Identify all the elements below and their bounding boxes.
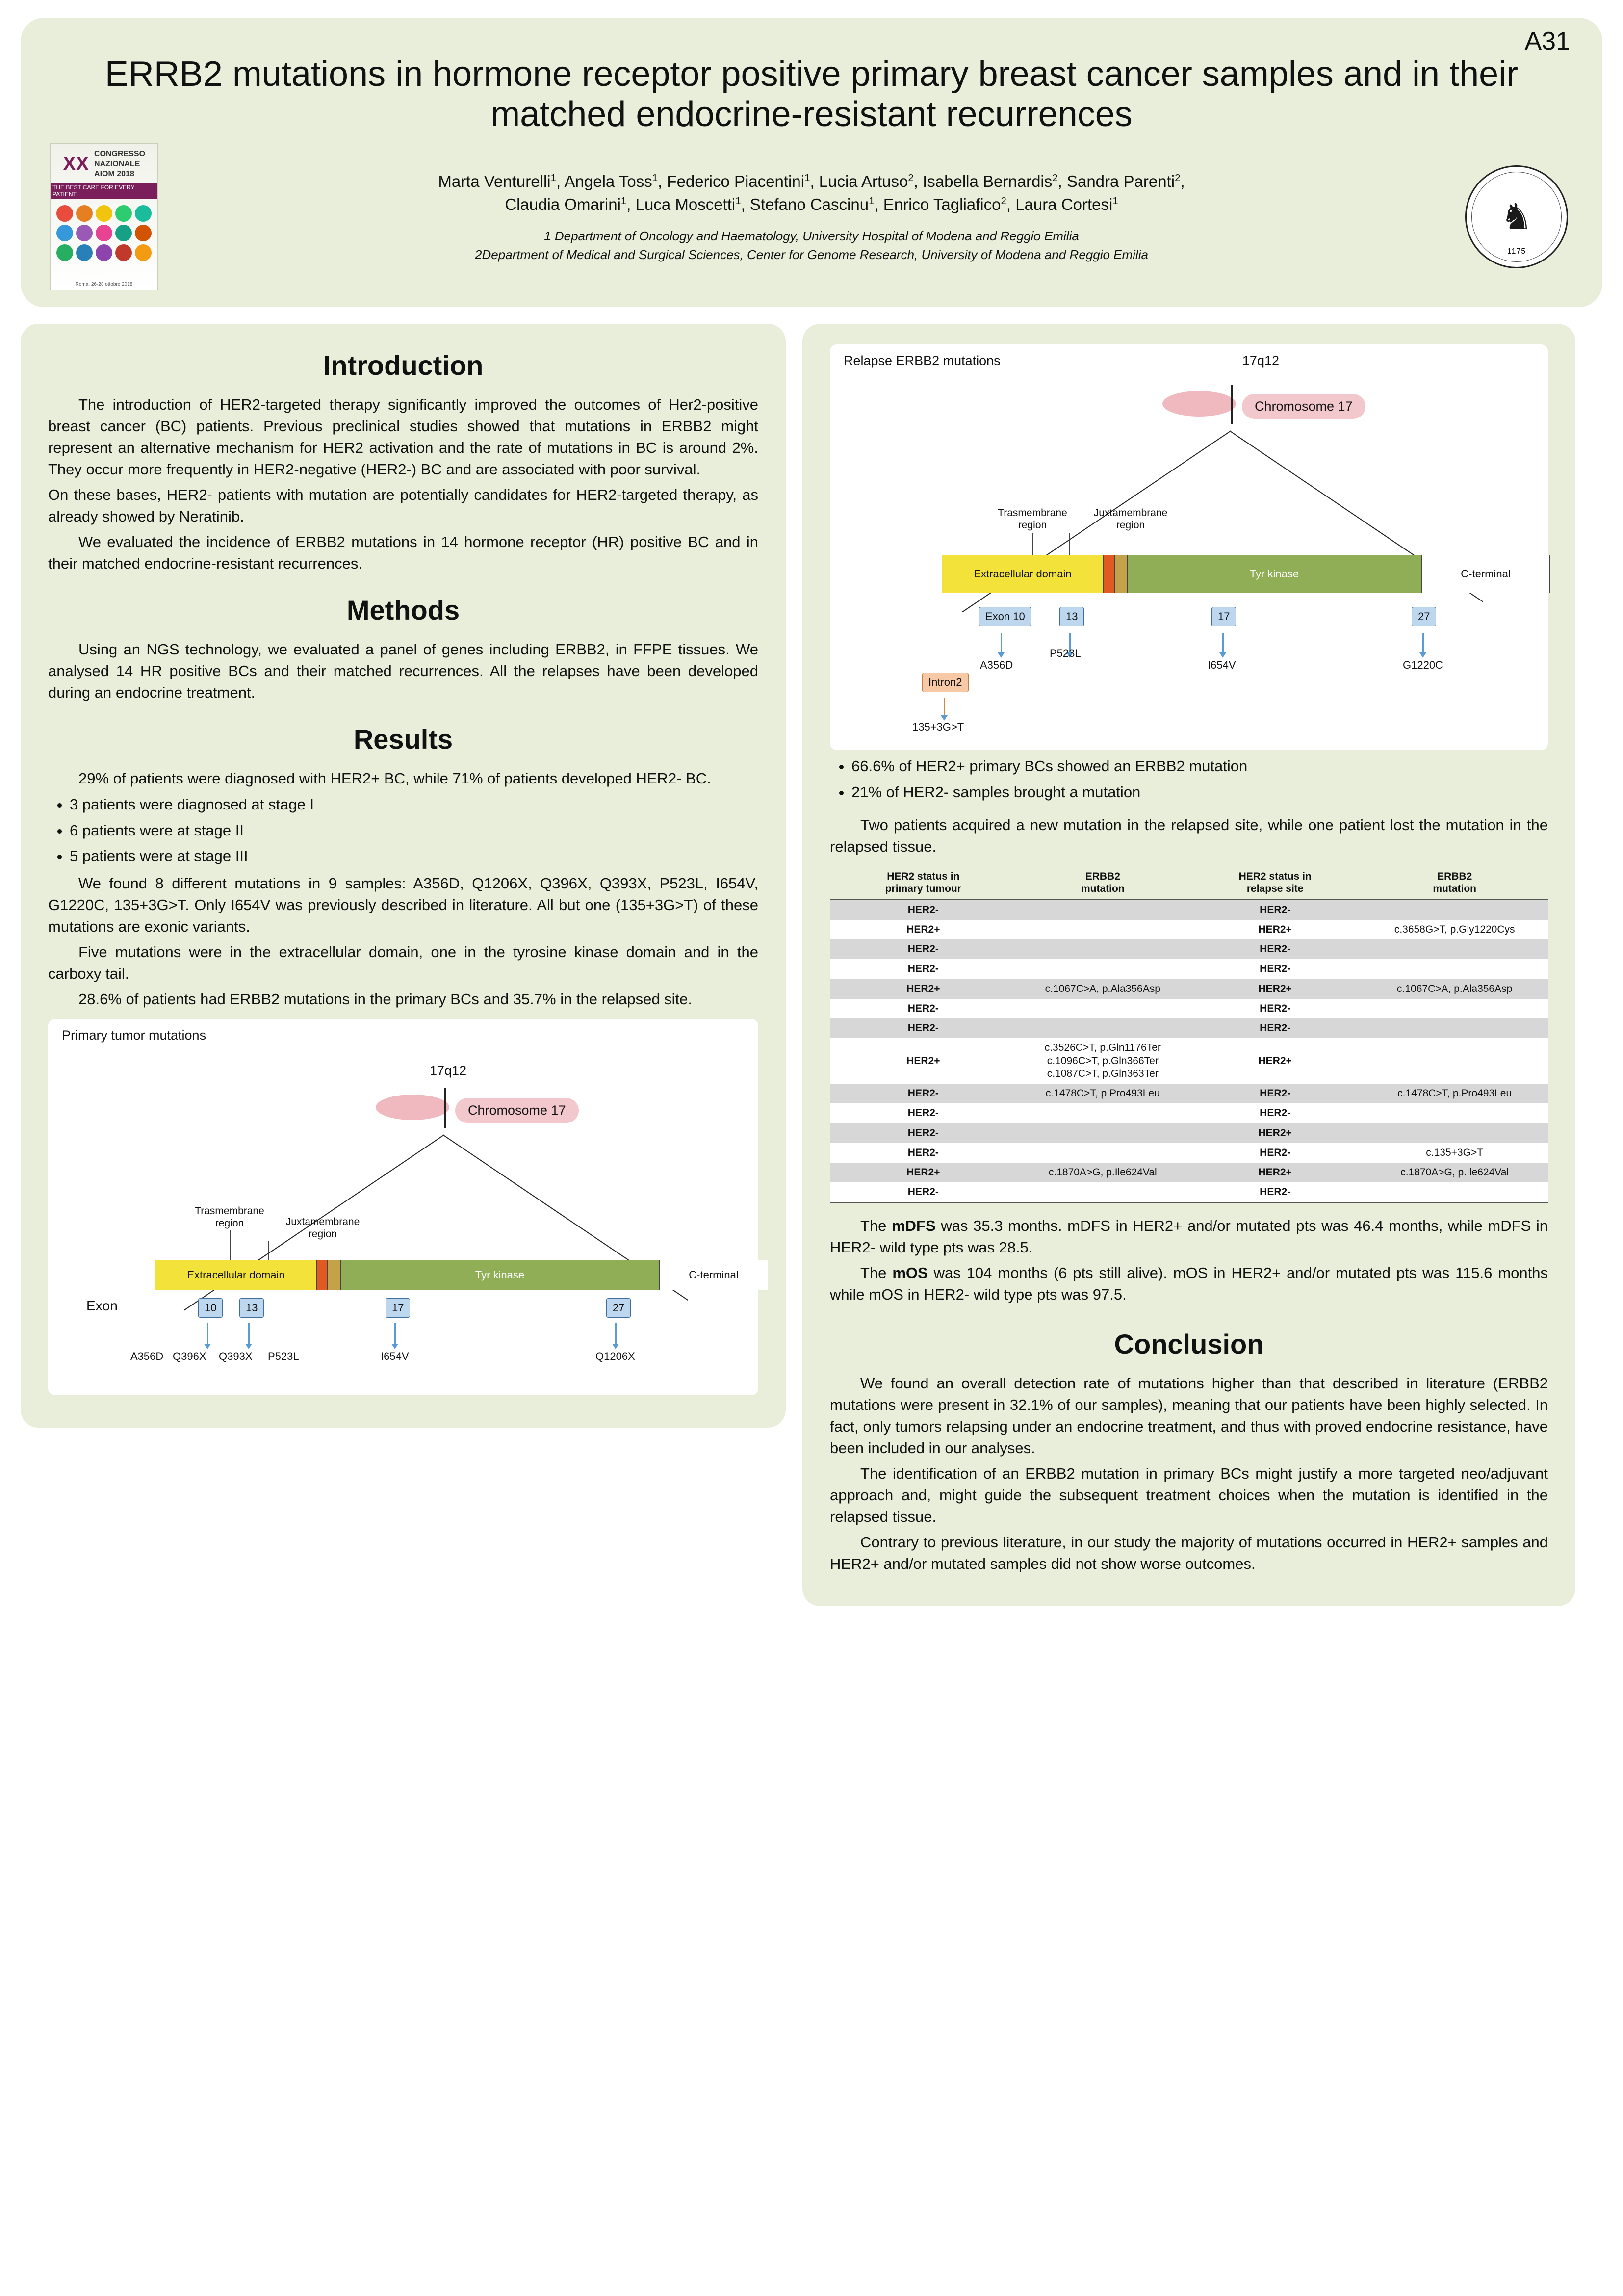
- mutation-label-i654v: I654V: [381, 1350, 409, 1362]
- cell-relapse-mutation: c.135+3G>T: [1361, 1143, 1548, 1163]
- cell-primary-mutation: [1017, 920, 1189, 939]
- section-heading-introduction: Introduction: [323, 350, 484, 381]
- mutation-label-a356d: A356D: [130, 1350, 164, 1362]
- exon27-arrow-icon: [1422, 633, 1424, 653]
- mos-paragraph: The mOS was 104 months (6 pts still alive). mOS in HER2+ and/or mutated pts was 115.6 months while mOS in HER2- wild type pts was 97.5.: [830, 1264, 1548, 1303]
- cell-primary-status: HER2-: [830, 1143, 1017, 1163]
- logo-xx-text: XX: [62, 153, 89, 175]
- table-row: [830, 1103, 1548, 1123]
- tm-pointer-line: [1032, 533, 1033, 555]
- cell-primary-status: HER2-: [830, 1018, 1017, 1038]
- cell-primary-status: HER2-: [830, 1123, 1017, 1143]
- cell-relapse-status: HER2-: [1189, 959, 1361, 979]
- mutation-status-table: [830, 866, 1548, 1203]
- list-item: • 21% of HER2- samples brought a mutation: [851, 781, 1548, 804]
- cell-relapse-status: HER2+: [1189, 1163, 1361, 1182]
- domain-tyr-kinase: Tyr kinase: [1127, 555, 1421, 593]
- cell-primary-status: HER2-: [830, 999, 1017, 1018]
- cell-primary-mutation: c.1067C>A, p.Ala356Asp: [1017, 979, 1189, 999]
- cell-relapse-mutation: [1361, 999, 1548, 1018]
- jm-pointer-line: [1069, 533, 1070, 555]
- figure-relapse-locus: 17q12: [1242, 353, 1279, 368]
- mutation-label-q1206x: Q1206X: [595, 1350, 635, 1362]
- cell-primary-mutation: [1017, 1143, 1189, 1163]
- cell-relapse-mutation: c.3658G>T, p.Gly1220Cys: [1361, 920, 1548, 939]
- exon-box-17: 17: [1211, 607, 1236, 626]
- juxtamembrane-region-label: Juxtamembrane region: [285, 1216, 360, 1240]
- cell-relapse-status: HER2-: [1189, 1182, 1361, 1202]
- table-row: [830, 1143, 1548, 1163]
- table-row: [830, 939, 1548, 959]
- domain-extracellular: Extracellular domain: [155, 1260, 317, 1290]
- cell-primary-status: HER2+: [830, 1038, 1017, 1084]
- mutation-label-p523l: P523L: [1050, 647, 1081, 660]
- table-row: [830, 1182, 1548, 1202]
- transmembrane-region-label: Trasmembrane region: [998, 507, 1067, 531]
- cell-relapse-mutation: [1361, 959, 1548, 979]
- cell-relapse-mutation: [1361, 1018, 1548, 1038]
- cell-primary-mutation: c.3526C>T, p.Gln1176Ter c.1096C>T, p.Gln366Ter c.1087C>T, p.Gln363Ter: [1017, 1038, 1189, 1084]
- figure-primary-canvas: [57, 1043, 749, 1386]
- cell-relapse-mutation: c.1478C>T, p.Pro493Leu: [1361, 1084, 1548, 1103]
- results-paragraph-2: We found 8 different mutations in 9 samples: A356D, Q1206X, Q396X, Q393X, P523L, I654V, G1220C, 135+3G>T. Only I654V was previously described in literature. All but one (135+3G>T) of these mutations are exonic variants.: [48, 874, 758, 935]
- right-column-panel: [802, 324, 1575, 1606]
- table-body: [830, 900, 1548, 1203]
- cell-primary-status: HER2-: [830, 1182, 1017, 1202]
- exon-box-17: 17: [386, 1298, 410, 1318]
- logo-tagline: THE BEST CARE FOR EVERY PATIENT: [51, 183, 157, 199]
- exon-box-13: 13: [1059, 607, 1084, 626]
- cell-primary-status: HER2+: [830, 920, 1017, 939]
- domain-tyr-kinase: Tyr kinase: [340, 1260, 659, 1290]
- acquired-mutation-paragraph: Two patients acquired a new mutation in the relapsed site, while one patient lost the mutation in the relapsed tissue.: [830, 816, 1548, 856]
- cell-primary-status: HER2-: [830, 900, 1017, 920]
- table-row: [830, 920, 1548, 939]
- aiom-congress-logo: [50, 143, 158, 290]
- table-row: [830, 979, 1548, 999]
- figure-relapse-caption: Relapse ERBB2 mutations: [844, 353, 1001, 368]
- mos-text: was 104 months (6 pts still alive). mOS in HER2+ and/or mutated pts was 115.6 months while mOS in HER2- wild type pts was 97.5.: [830, 1264, 1548, 1303]
- cell-primary-status: HER2-: [830, 1084, 1017, 1103]
- column-header-primary-status: HER2 status in primary tumour: [830, 866, 1017, 899]
- domain-c-terminal: C-terminal: [1421, 555, 1550, 593]
- left-column-panel: [21, 324, 786, 1428]
- figure-primary-caption: Primary tumor mutations: [62, 1027, 206, 1043]
- figure-relapse-canvas: [839, 368, 1539, 741]
- cell-relapse-mutation: c.1067C>A, p.Ala356Asp: [1361, 979, 1548, 999]
- exon-box-10: Exon 10: [979, 607, 1031, 626]
- cell-primary-mutation: c.1870A>G, p.Ile624Val: [1017, 1163, 1189, 1182]
- exon-box-27: 27: [1412, 607, 1436, 626]
- horse-icon: ♞: [1500, 196, 1533, 237]
- cell-relapse-status: HER2+: [1189, 1038, 1361, 1084]
- logo-dot-grid: [51, 205, 157, 261]
- affiliation-1: 1 Department of Oncology and Haematology, University Hospital of Modena and Reggio Emilia: [544, 229, 1079, 244]
- cell-primary-status: HER2-: [830, 959, 1017, 979]
- section-heading-conclusion: Conclusion: [1114, 1328, 1264, 1359]
- intron2-box: Intron2: [922, 673, 969, 692]
- domain-juxtamembrane: [328, 1260, 340, 1290]
- cell-primary-mutation: [1017, 900, 1189, 920]
- exon-box-27: 27: [606, 1298, 631, 1318]
- cell-primary-mutation: [1017, 1182, 1189, 1202]
- chromosome-17-label: Chromosome 17: [455, 1098, 579, 1123]
- conclusion-paragraph-1: We found an overall detection rate of mutations higher than that described in literature (ERBB2 mutations were present in 32.1% of our samples), meaning that our patients have been highly selected. In fact, only tumors relapsing under an endocrine treatment, and thus with proved endocrine resistance, have been included in our analyses.: [830, 1374, 1548, 1457]
- exon27-arrow-icon: [615, 1323, 617, 1344]
- header-body: [50, 143, 1573, 290]
- list-item: • 3 patients were diagnosed at stage I: [70, 793, 758, 816]
- chromosome-centromere-line: [1231, 385, 1233, 424]
- transmembrane-region-label: Trasmembrane region: [195, 1205, 264, 1229]
- figure-relapse-mutations: [830, 344, 1548, 750]
- cell-primary-mutation: [1017, 939, 1189, 959]
- cell-relapse-status: HER2-: [1189, 1018, 1361, 1038]
- exon10-arrow-icon: [207, 1323, 208, 1344]
- conclusion-paragraph-2: The identification of an ERBB2 mutation in primary BCs might justify a more targeted neo/adjuvant approach and, might guide the subsequent treatment choices when the mutation is identified in the relapsed tissue.: [830, 1464, 1548, 1525]
- cell-relapse-mutation: [1361, 900, 1548, 920]
- mutation-label-p523l: P523L: [268, 1350, 299, 1362]
- section-heading-methods: Methods: [346, 595, 460, 626]
- column-header-relapse-mutation: ERBB2 mutation: [1361, 866, 1548, 899]
- mutation-label-g1220c: G1220C: [1403, 659, 1443, 672]
- column-header-relapse-status: HER2 status in relapse site: [1189, 866, 1361, 899]
- authors-line-1: Marta Venturelli$^1$, Angela Toss$^1$, Federico Piacentini$^1$, Lucia Artuso$^2$, Isabella Bernardis$^2$, Sandra Parenti$^2$,: [438, 172, 1185, 190]
- exon17-arrow-icon: [394, 1323, 396, 1344]
- cell-primary-mutation: c.1478C>T, p.Pro493Leu: [1017, 1084, 1189, 1103]
- authors-line-2: Claudia Omarini$^1$, Luca Moscetti$^1$, Stefano Cascinu$^1$, Enrico Tagliafico$^2$, Laura Cortesi$^1$: [505, 195, 1118, 214]
- chromosome-centromere-line: [444, 1088, 446, 1128]
- poster-header: [21, 18, 1602, 307]
- mdfs-label: mDFS: [892, 1217, 936, 1234]
- results-paragraph-3: Five mutations were in the extracellular domain, one in the tyrosine kinase domain and in the carboxy tail.: [48, 943, 758, 982]
- list-item: • 5 patients were at stage III: [70, 845, 758, 868]
- cell-relapse-mutation: c.1870A>G, p.Ile624Val: [1361, 1163, 1548, 1182]
- exon-box-13: 13: [239, 1298, 264, 1318]
- jm-pointer-line: [268, 1241, 269, 1260]
- logo-nazionale-text: NAZIONALE: [94, 159, 140, 168]
- cell-relapse-mutation: [1361, 1038, 1548, 1084]
- cell-primary-mutation: [1017, 999, 1189, 1018]
- tm-pointer-line: [230, 1230, 231, 1260]
- cell-relapse-mutation: [1361, 1182, 1548, 1202]
- unimore-seal-logo: [1465, 165, 1568, 268]
- cell-primary-mutation: [1017, 1018, 1189, 1038]
- mutation-label-a356d: A356D: [980, 659, 1013, 672]
- table-row: [830, 1038, 1548, 1084]
- affiliation-2: 2Department of Medical and Surgical Sciences, Center for Genome Research, University of Modena and Reggio Emilia: [475, 247, 1148, 262]
- domain-transmembrane: [317, 1260, 328, 1290]
- table-row: [830, 959, 1548, 979]
- cell-relapse-status: HER2+: [1189, 1123, 1361, 1143]
- cell-relapse-status: HER2-: [1189, 999, 1361, 1018]
- section-heading-results: Results: [353, 724, 453, 755]
- logo-congresso-text: CONGRESSO: [94, 150, 146, 158]
- list-item: • 6 patients were at stage II: [70, 819, 758, 842]
- cell-primary-mutation: [1017, 959, 1189, 979]
- conclusion-paragraph-3: Contrary to previous literature, in our study the majority of mutations occurred in HER2+ samples and HER2+ and/or mutated samples did not show worse outcomes.: [830, 1533, 1548, 1572]
- table-row: [830, 900, 1548, 920]
- logo-footer-text: Roma, 26-28 ottobre 2018: [75, 282, 133, 287]
- cell-relapse-mutation: [1361, 939, 1548, 959]
- mutation-label-q393x: Q393X: [219, 1350, 253, 1362]
- chromosome-shape-icon: [1162, 391, 1236, 417]
- figure-relapse-header: [839, 351, 1539, 368]
- poster-columns: [21, 324, 1602, 1606]
- cell-primary-status: HER2-: [830, 1103, 1017, 1123]
- cell-primary-mutation: [1017, 1103, 1189, 1123]
- introduction-paragraph-2: On these bases, HER2- patients with mutation are potentially candidates for HER2-targeted therapy, as already showed by Neratinib.: [48, 486, 758, 525]
- protein-domain-bar: [942, 555, 1550, 593]
- results-paragraph-4: 28.6% of patients had ERBB2 mutations in the primary BCs and 35.7% in the relapsed site.: [78, 990, 693, 1008]
- methods-paragraph-1: Using an NGS technology, we evaluated a panel of genes including ERBB2, in FFPE tissues. We analysed 14 HR positive BCs and their matched recurrences. All the relapses have been developed during an endocrine treatment.: [48, 641, 758, 702]
- table-row: [830, 1123, 1548, 1143]
- relapse-bullet-list: [830, 755, 1548, 804]
- domain-juxtamembrane: [1114, 555, 1127, 593]
- introduction-paragraph-1: The introduction of HER2-targeted therapy significantly improved the outcomes of Her2-positive breast cancer (BC) patients. Previous preclinical studies showed that mutations in ERBB2 might represent an alternative mechanism for HER2 activation and the rate of mutations in BC is around 2%. They occur more frequently in HER2-negative (HER2-) BC and are associated with poor survival.: [48, 396, 758, 478]
- mdfs-text: was 35.3 months. mDFS in HER2+ and/or mutated pts was 46.4 months, while mDFS in HER2- wild type pts was 28.5.: [830, 1217, 1548, 1256]
- seal-year: 1175: [1507, 247, 1526, 256]
- mutation-label-i654v: I654V: [1208, 659, 1236, 672]
- mos-label: mOS: [892, 1264, 928, 1281]
- column-header-primary-mutation: ERBB2 mutation: [1017, 866, 1189, 899]
- cell-primary-status: HER2+: [830, 979, 1017, 999]
- mutation-label-q396x: Q396X: [173, 1350, 206, 1362]
- figure-primary-tumor-mutations: [48, 1019, 758, 1395]
- exon13-arrow-icon: [248, 1323, 250, 1344]
- exon10-arrow-icon: [1001, 633, 1002, 653]
- figure-primary-header: [57, 1026, 749, 1043]
- figure-primary-locus: 17q12: [430, 1063, 467, 1078]
- cell-relapse-status: HER2-: [1189, 1084, 1361, 1103]
- table-row: [830, 1163, 1548, 1182]
- cell-relapse-status: HER2-: [1189, 900, 1361, 920]
- cell-relapse-status: HER2-: [1189, 1143, 1361, 1163]
- table-header-row: [830, 866, 1548, 899]
- mdfs-paragraph: The mDFS was 35.3 months. mDFS in HER2+ and/or mutated pts was 46.4 months, while mDFS in HER2- wild type pts was 28.5.: [830, 1217, 1548, 1256]
- abstract-code: A31: [1524, 27, 1570, 55]
- chromosome-shape-icon: [376, 1095, 449, 1120]
- list-item: • 66.6% of HER2+ primary BCs showed an ERBB2 mutation: [851, 755, 1548, 778]
- cell-relapse-status: HER2+: [1189, 920, 1361, 939]
- exon-row-label: Exon: [86, 1298, 118, 1313]
- authors-block: [158, 170, 1465, 264]
- juxtamembrane-region-label: Juxtamembrane region: [1093, 507, 1168, 531]
- protein-domain-bar: [155, 1260, 768, 1290]
- intron-arrow-icon: [944, 698, 945, 716]
- domain-c-terminal: C-terminal: [659, 1260, 768, 1290]
- introduction-paragraph-3: We evaluated the incidence of ERBB2 mutations in 14 hormone receptor (HR) positive BC and in their matched endocrine-resistant recurrences.: [48, 533, 758, 573]
- mutation-status-table-wrapper: [830, 866, 1548, 1203]
- cell-relapse-mutation: [1361, 1123, 1548, 1143]
- table-row: [830, 1018, 1548, 1038]
- table-row: [830, 1084, 1548, 1103]
- domain-transmembrane: [1104, 555, 1114, 593]
- cell-relapse-status: HER2-: [1189, 939, 1361, 959]
- exon17-arrow-icon: [1222, 633, 1224, 653]
- cell-primary-status: HER2+: [830, 1163, 1017, 1182]
- cell-relapse-mutation: [1361, 1103, 1548, 1123]
- domain-extracellular: Extracellular domain: [942, 555, 1104, 593]
- chromosome-17-label: Chromosome 17: [1242, 394, 1365, 419]
- cell-relapse-status: HER2+: [1189, 979, 1361, 999]
- results-bullet-list: [48, 793, 758, 868]
- page-title: ERRB2 mutations in hormone receptor positive primary breast cancer samples and in their matched endocrine-resistant recurrences: [104, 54, 1519, 134]
- cell-primary-status: HER2-: [830, 939, 1017, 959]
- table-row: [830, 999, 1548, 1018]
- exon-box-10: 10: [198, 1298, 223, 1318]
- mutation-label-intron: 135+3G>T: [912, 721, 964, 733]
- cell-primary-mutation: [1017, 1123, 1189, 1143]
- cell-relapse-status: HER2-: [1189, 1103, 1361, 1123]
- logo-aiom-text: AIOM 2018: [94, 169, 134, 178]
- results-paragraph-1: 29% of patients were diagnosed with HER2+ BC, while 71% of patients developed HER2- BC.: [78, 770, 711, 787]
